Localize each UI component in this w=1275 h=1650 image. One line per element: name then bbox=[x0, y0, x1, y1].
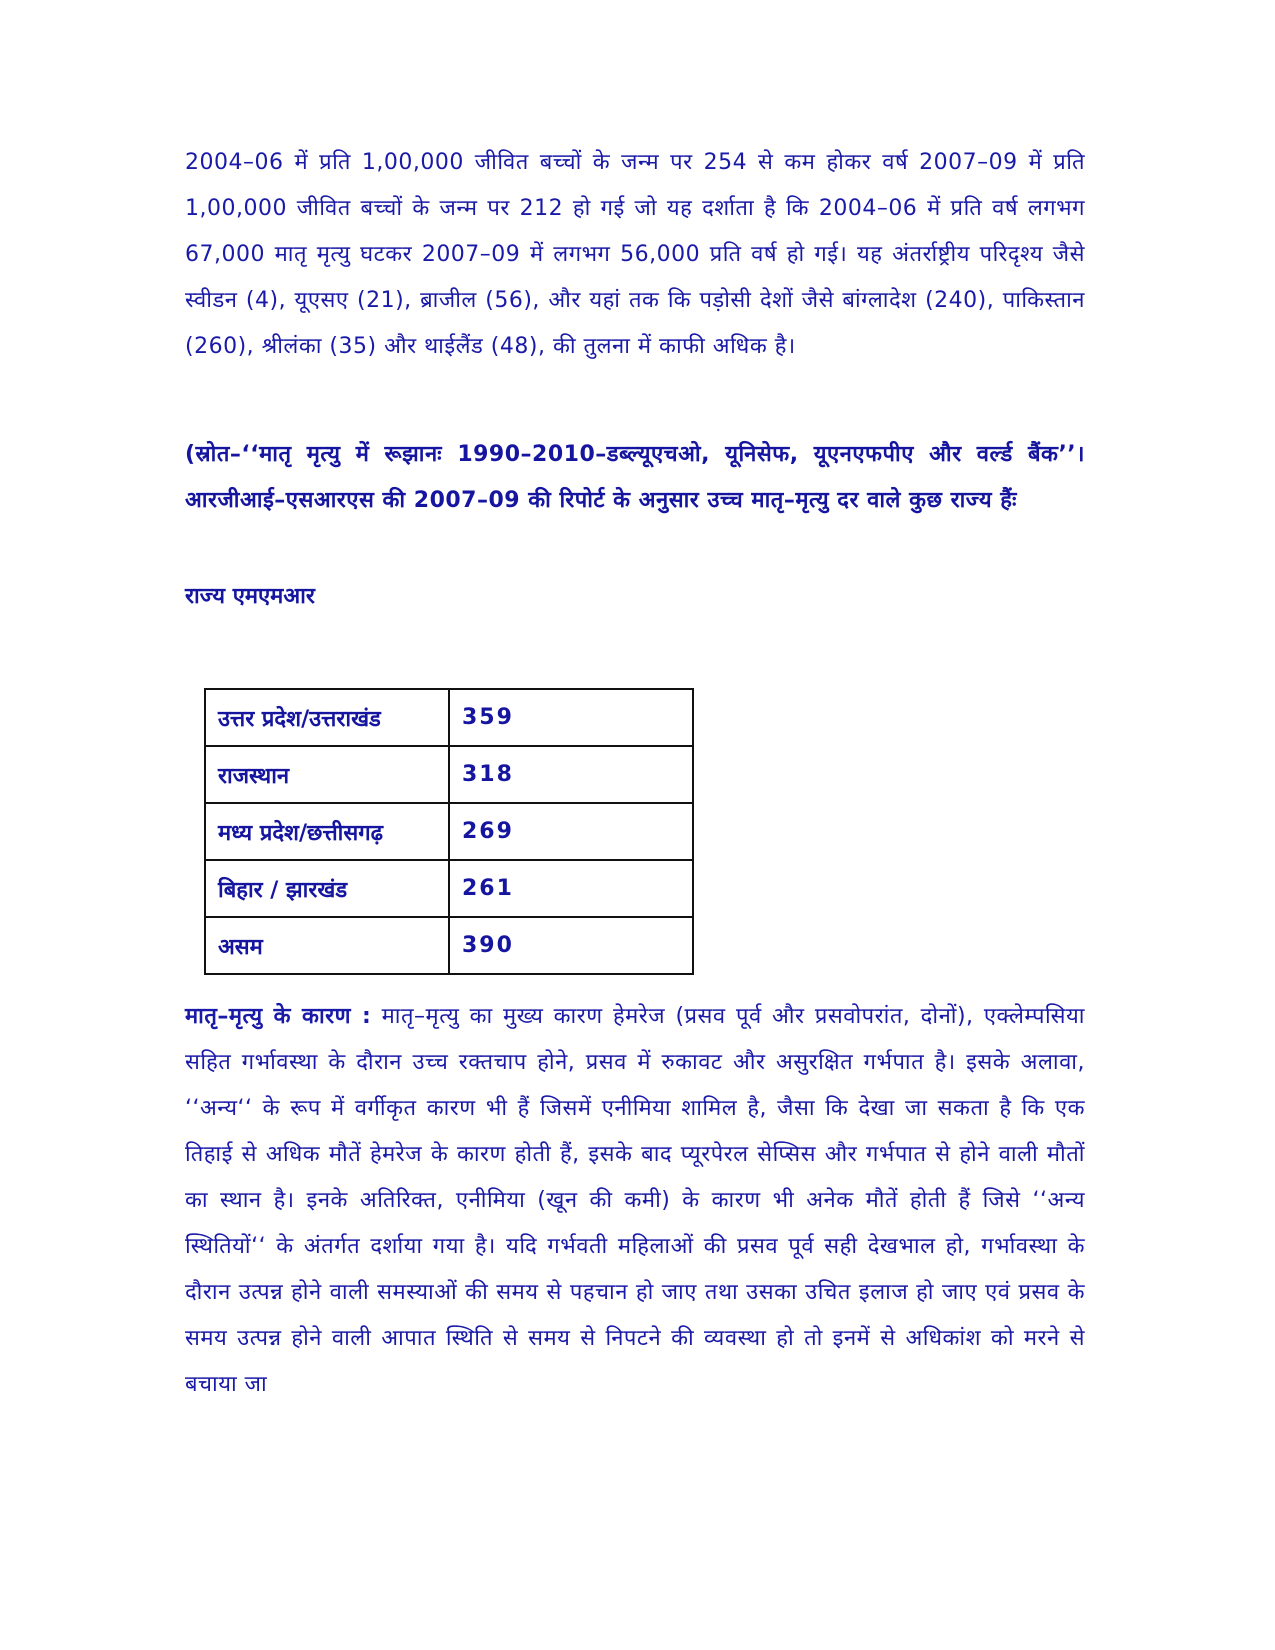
state-cell: उत्तर प्रदेश/उत्तराखंड bbox=[205, 689, 449, 746]
source-paragraph: (स्रोत–‘‘मातृ मृत्यु में रूझानः 1990–2010–डब्ल्यूएचओ, यूनिसेफ, यूएनएफपीए और वर्ल्ड बैंक’’। आरजीआई–एसआरएस की 2007–09 की रिपोर्ट के अनुसार उच्च मातृ–मृत्यु दर वाले कुछ राज्य हैंः bbox=[185, 442, 1085, 513]
state-cell: असम bbox=[205, 917, 449, 974]
causes-body: मातृ–मृत्यु का मुख्य कारण हेमरेज (प्रसव पूर्व और प्रसवोपरांत, दोनों), एक्लेम्पसिया सहित गर्भावस्था के दौरान उच्च रक्तचाप होने, प्रसव में रुकावट और असुरक्षित गर्भपात है। इसके अलावा, ‘‘अन्य‘‘ के रूप में वर्गीकृत कारण भी हैं जिसमें एनीमिया शामिल है, जैसा कि देखा जा सकता है कि एक तिहाई से अधिक मौतें हेमरेज के कारण होती हैं, इसके बाद प्यूरपेरल सेप्सिस और गर्भपात से होने वाली मौतों का स्थान है। इनके अतिरिक्त, एनीमिया (खून की कमी) के कारण भी अनेक मौतें होती हैं जिसे ‘‘अन्य स्थितियों‘‘ के अंतर्गत दर्शाया गया है। यदि गर्भवती महिलाओं की प्रसव पूर्व सही देखभाल हो, गर्भावस्था के दौरान उत्पन्न होने वाली समस्याओं की समय से पहचान हो जाए तथा उसका उचित इलाज हो जाए एवं प्रसव के समय उत्पन्न होने वाली आपात स्थिति से समय से निपटने की व्यवस्था हो तो इनमें से अधिकांश को मरने से बचाया जा bbox=[185, 1004, 1085, 1397]
table-row bbox=[205, 689, 693, 746]
state-cell: राजस्थान bbox=[205, 746, 449, 803]
mmr-value-cell: 269 bbox=[449, 803, 693, 860]
table-row bbox=[205, 917, 693, 974]
table-row bbox=[205, 860, 693, 917]
mmr-value-cell: 359 bbox=[449, 689, 693, 746]
mmr-table bbox=[204, 688, 694, 975]
causes-heading: मातृ–मृत्यु के कारण : bbox=[185, 1004, 372, 1029]
state-cell: मध्य प्रदेश/छत्तीसगढ़ bbox=[205, 803, 449, 860]
mmr-value-cell: 261 bbox=[449, 860, 693, 917]
table-row bbox=[205, 803, 693, 860]
table-heading: राज्य एमएमआर bbox=[185, 584, 315, 609]
intro-paragraph: 2004–06 में प्रति 1,00,000 जीवित बच्चों के जन्म पर 254 से कम होकर वर्ष 2007–09 में प्रति 1,00,000 जीवित बच्चों के जन्म पर 212 हो गई जो यह दर्शाता है कि 2004–06 में प्रति वर्ष लगभग 67,000 मातृ मृत्यु घटकर 2007–09 में लगभग 56,000 प्रति वर्ष हो गई। यह अंतर्राष्ट्रीय परिदृश्य जैसे स्वीडन (4), यूएसए (21), ब्राजील (56), और यहां तक कि पड़ोसी देशों जैसे बांग्लादेश (240), पाकिस्तान (260), श्रीलंका (35) और थाईलैंड (48), की तुलना में काफी अधिक है। bbox=[185, 150, 1085, 359]
table-row bbox=[205, 746, 693, 803]
mmr-value-cell: 390 bbox=[449, 917, 693, 974]
causes-paragraph bbox=[185, 994, 1085, 1408]
mmr-value-cell: 318 bbox=[449, 746, 693, 803]
state-cell: बिहार / झारखंड bbox=[205, 860, 449, 917]
